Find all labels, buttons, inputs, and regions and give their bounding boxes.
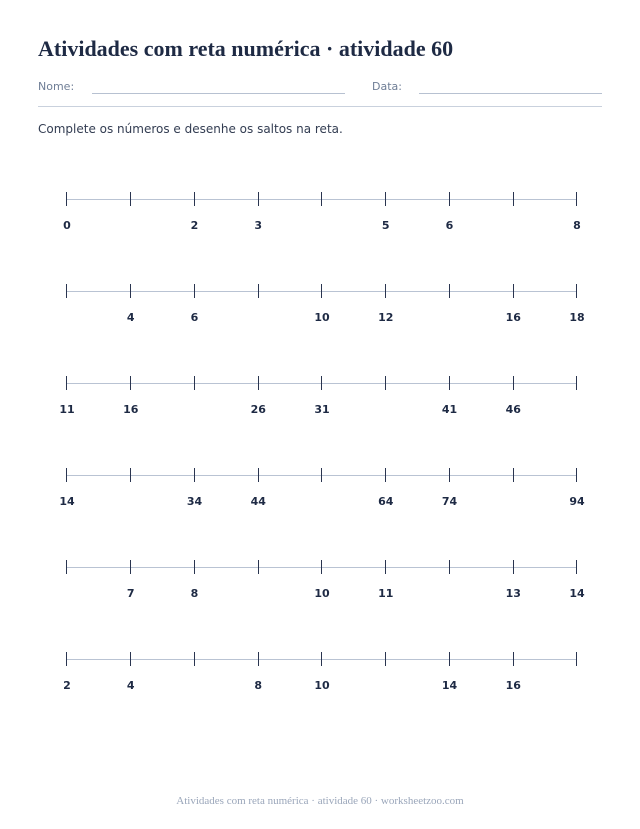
tick-label: 18 xyxy=(569,311,585,324)
tick-label: 26 xyxy=(250,403,266,416)
tick-label: 16 xyxy=(505,311,521,324)
tick-mark xyxy=(130,468,131,482)
tick-mark xyxy=(130,560,131,574)
tick-label: 5 xyxy=(381,219,390,232)
tick-label: 6 xyxy=(445,219,454,232)
tick-label: 10 xyxy=(314,311,330,324)
name-field[interactable] xyxy=(92,93,345,94)
instructions: Complete os números e desenhe os saltos na reta. xyxy=(38,122,343,136)
tick-mark xyxy=(321,468,322,482)
tick-mark xyxy=(66,468,67,482)
tick-mark xyxy=(576,284,577,298)
tick-mark xyxy=(194,376,195,390)
tick-mark xyxy=(66,284,67,298)
tick-mark xyxy=(513,560,514,574)
tick-mark xyxy=(258,192,259,206)
tick-mark xyxy=(576,376,577,390)
number-line xyxy=(0,291,640,341)
tick-mark xyxy=(385,192,386,206)
name-label: Nome: xyxy=(38,80,75,93)
tick-label: 94 xyxy=(569,495,585,508)
tick-label: 44 xyxy=(250,495,266,508)
tick-label: 64 xyxy=(378,495,394,508)
tick-label: 46 xyxy=(505,403,521,416)
tick-mark xyxy=(321,376,322,390)
tick-mark xyxy=(449,284,450,298)
date-field[interactable] xyxy=(419,93,602,94)
tick-mark xyxy=(194,192,195,206)
tick-mark xyxy=(449,192,450,206)
page-title: Atividades com reta numérica · atividade 60 xyxy=(38,36,454,61)
number-line xyxy=(0,567,640,617)
tick-mark xyxy=(66,652,67,666)
tick-mark xyxy=(66,560,67,574)
tick-mark xyxy=(449,652,450,666)
tick-label: 8 xyxy=(190,587,199,600)
tick-mark xyxy=(321,284,322,298)
tick-mark xyxy=(66,376,67,390)
tick-label: 2 xyxy=(190,219,199,232)
tick-label: 34 xyxy=(186,495,203,508)
tick-label: 16 xyxy=(123,403,139,416)
tick-mark xyxy=(385,652,386,666)
tick-mark xyxy=(513,284,514,298)
tick-mark xyxy=(258,376,259,390)
tick-label: 7 xyxy=(126,587,135,600)
tick-mark xyxy=(258,560,259,574)
tick-mark xyxy=(513,468,514,482)
tick-label: 14 xyxy=(569,587,585,600)
tick-mark xyxy=(194,560,195,574)
tick-label: 11 xyxy=(378,587,394,600)
tick-mark xyxy=(576,192,577,206)
tick-mark xyxy=(321,192,322,206)
tick-mark xyxy=(194,652,195,666)
tick-label: 4 xyxy=(126,679,135,692)
tick-mark xyxy=(576,468,577,482)
footer: Atividades com reta numérica · atividade 60 · worksheetzoo.com xyxy=(176,795,464,807)
tick-label: 74 xyxy=(441,495,458,508)
tick-mark xyxy=(258,468,259,482)
header-divider xyxy=(38,106,602,107)
tick-mark xyxy=(385,284,386,298)
tick-label: 10 xyxy=(314,587,330,600)
tick-label: 10 xyxy=(314,679,330,692)
tick-mark xyxy=(130,376,131,390)
tick-label: 3 xyxy=(254,219,263,232)
tick-label: 13 xyxy=(505,587,521,600)
tick-label: 4 xyxy=(126,311,135,324)
tick-label: 14 xyxy=(441,679,458,692)
tick-label: 2 xyxy=(63,679,71,692)
tick-mark xyxy=(449,468,450,482)
tick-mark xyxy=(130,192,131,206)
tick-mark xyxy=(513,376,514,390)
tick-mark xyxy=(130,284,131,298)
tick-label: 16 xyxy=(505,679,521,692)
tick-label: 31 xyxy=(314,403,330,416)
number-line xyxy=(0,659,640,709)
tick-mark xyxy=(449,560,450,574)
tick-mark xyxy=(576,560,577,574)
tick-label: 41 xyxy=(441,403,458,416)
tick-mark xyxy=(513,192,514,206)
tick-mark xyxy=(385,560,386,574)
tick-mark xyxy=(385,468,386,482)
tick-mark xyxy=(258,284,259,298)
tick-label: 11 xyxy=(59,403,75,416)
tick-mark xyxy=(513,652,514,666)
tick-mark xyxy=(194,468,195,482)
number-line xyxy=(0,475,640,525)
tick-mark xyxy=(385,376,386,390)
tick-mark xyxy=(321,652,322,666)
tick-mark xyxy=(576,652,577,666)
tick-mark xyxy=(194,284,195,298)
tick-label: 14 xyxy=(59,495,75,508)
tick-mark xyxy=(321,560,322,574)
tick-label: 8 xyxy=(254,679,263,692)
number-line xyxy=(0,383,640,433)
tick-label: 8 xyxy=(573,219,581,232)
tick-label: 0 xyxy=(63,219,71,232)
tick-mark xyxy=(130,652,131,666)
date-label: Data: xyxy=(372,80,402,93)
tick-label: 6 xyxy=(190,311,199,324)
tick-label: 12 xyxy=(378,311,394,324)
tick-mark xyxy=(449,376,450,390)
tick-mark xyxy=(66,192,67,206)
tick-mark xyxy=(258,652,259,666)
number-line xyxy=(0,199,640,249)
